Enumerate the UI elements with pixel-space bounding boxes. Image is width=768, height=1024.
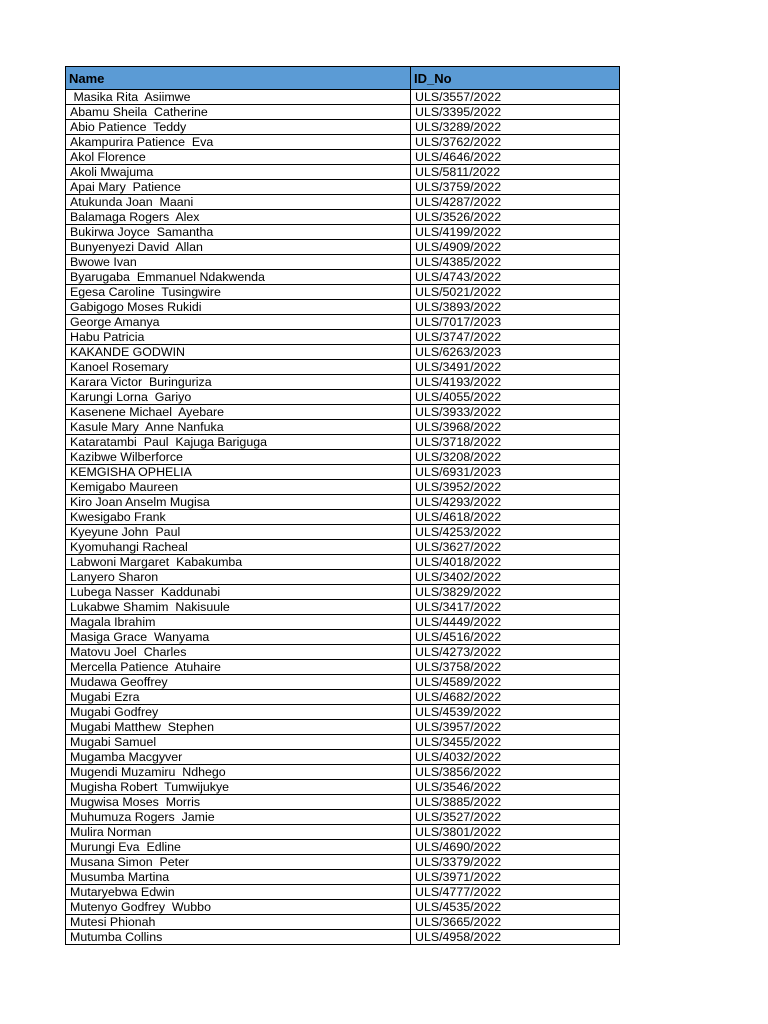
table-row (66, 435, 620, 450)
id-cell: ULS/7017/2023 (411, 315, 620, 330)
name-cell: Matovu Joel Charles (66, 645, 411, 660)
table-row (66, 720, 620, 735)
table-row (66, 870, 620, 885)
id-cell: ULS/3527/2022 (411, 810, 620, 825)
table-row (66, 855, 620, 870)
id-cell: ULS/3718/2022 (411, 435, 620, 450)
name-cell: Abamu Sheila Catherine (66, 105, 411, 120)
id-cell: ULS/4273/2022 (411, 645, 620, 660)
id-cell: ULS/3968/2022 (411, 420, 620, 435)
id-cell: ULS/3829/2022 (411, 585, 620, 600)
name-cell: Mutenyo Godfrey Wubbo (66, 900, 411, 915)
id-cell: ULS/3856/2022 (411, 765, 620, 780)
id-cell: ULS/3289/2022 (411, 120, 620, 135)
id-cell: ULS/3971/2022 (411, 870, 620, 885)
header-row (66, 67, 620, 90)
name-cell: Magala Ibrahim (66, 615, 411, 630)
table-body (66, 90, 620, 945)
name-cell: Masiga Grace Wanyama (66, 630, 411, 645)
name-cell: Atukunda Joan Maani (66, 195, 411, 210)
id-cell: ULS/5021/2022 (411, 285, 620, 300)
id-cell: ULS/3491/2022 (411, 360, 620, 375)
table-row (66, 840, 620, 855)
name-cell: Abio Patience Teddy (66, 120, 411, 135)
name-cell: Habu Patricia (66, 330, 411, 345)
id-cell: ULS/4293/2022 (411, 495, 620, 510)
table-row (66, 330, 620, 345)
table-row (66, 705, 620, 720)
name-cell: Karungi Lorna Gariyo (66, 390, 411, 405)
id-cell: ULS/4958/2022 (411, 930, 620, 945)
table-row (66, 360, 620, 375)
name-cell: Mugisha Robert Tumwijukye (66, 780, 411, 795)
name-cell: Mugwisa Moses Morris (66, 795, 411, 810)
name-cell: Kemigabo Maureen (66, 480, 411, 495)
name-cell: Labwoni Margaret Kabakumba (66, 555, 411, 570)
table-row (66, 345, 620, 360)
table-row (66, 165, 620, 180)
table-row (66, 300, 620, 315)
table-row (66, 450, 620, 465)
name-cell: Mugabi Matthew Stephen (66, 720, 411, 735)
id-cell: ULS/4743/2022 (411, 270, 620, 285)
id-cell: ULS/3455/2022 (411, 735, 620, 750)
table-row (66, 420, 620, 435)
table-row (66, 690, 620, 705)
name-cell: KEMGISHA OPHELIA (66, 465, 411, 480)
name-cell: Kyeyune John Paul (66, 525, 411, 540)
name-cell: Mulira Norman (66, 825, 411, 840)
table-row (66, 120, 620, 135)
table-row (66, 930, 620, 945)
id-cell: ULS/3885/2022 (411, 795, 620, 810)
id-cell: ULS/3395/2022 (411, 105, 620, 120)
name-cell: Lukabwe Shamim Nakisuule (66, 600, 411, 615)
table-row (66, 585, 620, 600)
id-cell: ULS/4682/2022 (411, 690, 620, 705)
id-cell: ULS/3933/2022 (411, 405, 620, 420)
name-cell: Kyomuhangi Racheal (66, 540, 411, 555)
table-row (66, 795, 620, 810)
table-row (66, 105, 620, 120)
id-cell: ULS/3627/2022 (411, 540, 620, 555)
table-row (66, 825, 620, 840)
id-cell: ULS/4646/2022 (411, 150, 620, 165)
id-cell: ULS/3402/2022 (411, 570, 620, 585)
id-cell: ULS/4690/2022 (411, 840, 620, 855)
id-cell: ULS/6931/2023 (411, 465, 620, 480)
id-cell: ULS/4589/2022 (411, 675, 620, 690)
table-row (66, 915, 620, 930)
name-cell: Kwesigabo Frank (66, 510, 411, 525)
id-cell: ULS/4199/2022 (411, 225, 620, 240)
table-row (66, 270, 620, 285)
table-row (66, 390, 620, 405)
id-cell: ULS/4287/2022 (411, 195, 620, 210)
name-cell: George Amanya (66, 315, 411, 330)
id-cell: ULS/4032/2022 (411, 750, 620, 765)
student-id-table (65, 66, 620, 945)
table-row (66, 885, 620, 900)
table-row (66, 255, 620, 270)
name-cell: Mugamba Macgyver (66, 750, 411, 765)
name-cell: Muhumuza Rogers Jamie (66, 810, 411, 825)
name-cell: Musumba Martina (66, 870, 411, 885)
id-cell: ULS/4909/2022 (411, 240, 620, 255)
name-cell: Lanyero Sharon (66, 570, 411, 585)
table-row (66, 555, 620, 570)
table-row (66, 660, 620, 675)
table-row (66, 405, 620, 420)
table-row (66, 570, 620, 585)
table-row (66, 675, 620, 690)
table-row (66, 735, 620, 750)
name-cell: Apai Mary Patience (66, 180, 411, 195)
name-cell: Kazibwe Wilberforce (66, 450, 411, 465)
id-cell: ULS/4193/2022 (411, 375, 620, 390)
id-column-header: ID_No (411, 67, 620, 90)
name-cell: Murungi Eva Edline (66, 840, 411, 855)
table-row (66, 240, 620, 255)
name-cell: Balamaga Rogers Alex (66, 210, 411, 225)
name-cell: Karara Victor Buringuriza (66, 375, 411, 390)
table-row (66, 630, 620, 645)
id-cell: ULS/3759/2022 (411, 180, 620, 195)
table-row (66, 780, 620, 795)
id-cell: ULS/3801/2022 (411, 825, 620, 840)
id-cell: ULS/4539/2022 (411, 705, 620, 720)
id-cell: ULS/3546/2022 (411, 780, 620, 795)
name-cell: Mutaryebwa Edwin (66, 885, 411, 900)
id-cell: ULS/3957/2022 (411, 720, 620, 735)
table-row (66, 150, 620, 165)
name-cell: Mercella Patience Atuhaire (66, 660, 411, 675)
name-cell: KAKANDE GODWIN (66, 345, 411, 360)
table-row (66, 645, 620, 660)
id-cell: ULS/4535/2022 (411, 900, 620, 915)
id-cell: ULS/3208/2022 (411, 450, 620, 465)
id-cell: ULS/4449/2022 (411, 615, 620, 630)
table-row (66, 90, 620, 105)
table-row (66, 210, 620, 225)
table-row (66, 315, 620, 330)
name-cell: Mudawa Geoffrey (66, 675, 411, 690)
table-row (66, 540, 620, 555)
id-cell: ULS/3379/2022 (411, 855, 620, 870)
table-row (66, 135, 620, 150)
name-cell: Akol Florence (66, 150, 411, 165)
table-row (66, 600, 620, 615)
name-cell: Mugabi Samuel (66, 735, 411, 750)
name-cell: Kataratambi Paul Kajuga Bariguga (66, 435, 411, 450)
name-cell: Kasenene Michael Ayebare (66, 405, 411, 420)
table-row (66, 180, 620, 195)
name-cell: Mugabi Ezra (66, 690, 411, 705)
name-cell: Mugendi Muzamiru Ndhego (66, 765, 411, 780)
id-cell: ULS/4253/2022 (411, 525, 620, 540)
id-cell: ULS/3557/2022 (411, 90, 620, 105)
table-row (66, 480, 620, 495)
name-cell: Gabigogo Moses Rukidi (66, 300, 411, 315)
name-cell: Kasule Mary Anne Nanfuka (66, 420, 411, 435)
id-cell: ULS/3758/2022 (411, 660, 620, 675)
table-row (66, 900, 620, 915)
name-cell: Kiro Joan Anselm Mugisa (66, 495, 411, 510)
table-row (66, 375, 620, 390)
id-cell: ULS/5811/2022 (411, 165, 620, 180)
name-cell: Masika Rita Asiimwe (66, 90, 411, 105)
table-row (66, 750, 620, 765)
id-cell: ULS/4055/2022 (411, 390, 620, 405)
id-cell: ULS/4516/2022 (411, 630, 620, 645)
id-cell: ULS/4018/2022 (411, 555, 620, 570)
id-cell: ULS/3762/2022 (411, 135, 620, 150)
table-row (66, 195, 620, 210)
id-cell: ULS/3893/2022 (411, 300, 620, 315)
name-cell: Bwowe Ivan (66, 255, 411, 270)
table-row (66, 810, 620, 825)
name-cell: Akampurira Patience Eva (66, 135, 411, 150)
name-cell: Egesa Caroline Tusingwire (66, 285, 411, 300)
name-cell: Akoli Mwajuma (66, 165, 411, 180)
id-cell: ULS/4618/2022 (411, 510, 620, 525)
table-row (66, 495, 620, 510)
name-cell: Bukirwa Joyce Samantha (66, 225, 411, 240)
name-cell: Mutumba Collins (66, 930, 411, 945)
name-cell: Mutesi Phionah (66, 915, 411, 930)
table-row (66, 525, 620, 540)
id-cell: ULS/4385/2022 (411, 255, 620, 270)
table-row (66, 615, 620, 630)
name-cell: Bunyenyezi David Allan (66, 240, 411, 255)
table-row (66, 225, 620, 240)
name-cell: Kanoel Rosemary (66, 360, 411, 375)
id-cell: ULS/6263/2023 (411, 345, 620, 360)
id-cell: ULS/3417/2022 (411, 600, 620, 615)
id-cell: ULS/3952/2022 (411, 480, 620, 495)
id-cell: ULS/3747/2022 (411, 330, 620, 345)
table-row (66, 465, 620, 480)
name-column-header: Name (66, 67, 411, 90)
table-row (66, 765, 620, 780)
table-header (66, 67, 620, 90)
name-cell: Byarugaba Emmanuel Ndakwenda (66, 270, 411, 285)
id-cell: ULS/4777/2022 (411, 885, 620, 900)
name-cell: Lubega Nasser Kaddunabi (66, 585, 411, 600)
name-cell: Musana Simon Peter (66, 855, 411, 870)
table-row (66, 285, 620, 300)
table-row (66, 510, 620, 525)
id-cell: ULS/3526/2022 (411, 210, 620, 225)
name-cell: Mugabi Godfrey (66, 705, 411, 720)
id-cell: ULS/3665/2022 (411, 915, 620, 930)
